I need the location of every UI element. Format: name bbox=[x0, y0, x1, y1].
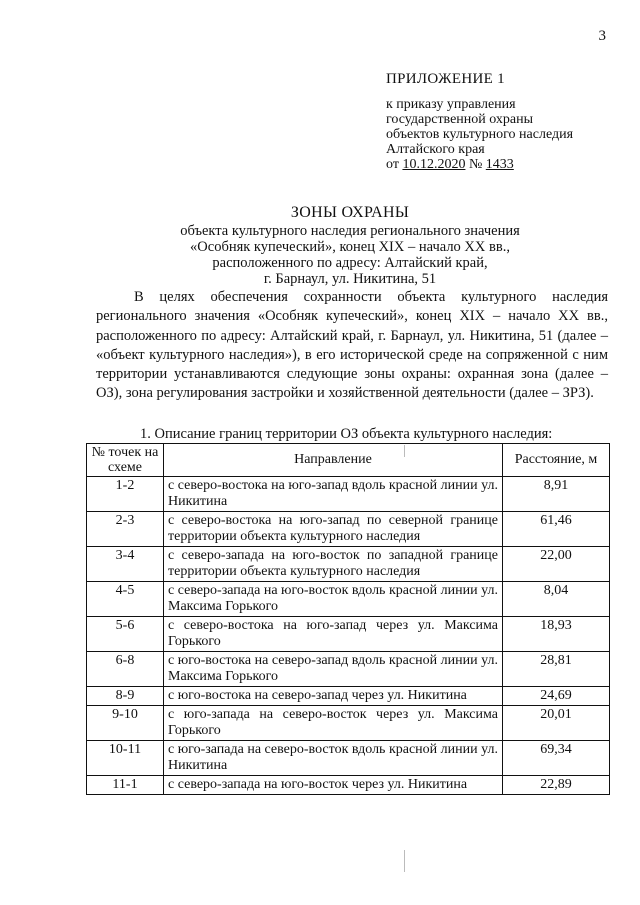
cell-distance: 22,00 bbox=[503, 547, 610, 582]
table-caption: 1. Описание границ территории ОЗ объекта культурного наследия: bbox=[140, 426, 553, 442]
cell-points: 10-11 bbox=[87, 741, 164, 776]
number-prefix: № bbox=[468, 157, 483, 172]
cell-distance: 69,34 bbox=[503, 741, 610, 776]
cell-points: 5-6 bbox=[87, 617, 164, 652]
intro-paragraph bbox=[96, 288, 608, 404]
header-points: № точек на схеме bbox=[87, 444, 164, 477]
table-row bbox=[87, 617, 610, 652]
cell-points: 9-10 bbox=[87, 706, 164, 741]
title-line: расположенного по адресу: Алтайский край, bbox=[212, 255, 488, 271]
cell-points: 6-8 bbox=[87, 652, 164, 687]
title-main: ЗОНЫ ОХРАНЫ bbox=[290, 204, 410, 221]
annex-date-line bbox=[386, 157, 626, 172]
cell-direction: с северо-запада на юго-восток через ул. Никитина bbox=[164, 776, 503, 795]
scan-mark bbox=[404, 850, 405, 872]
annex-heading: ПРИЛОЖЕНИЕ 1 bbox=[386, 71, 505, 87]
table-row bbox=[87, 706, 610, 741]
title-line: объекта культурного наследия регионального значения bbox=[180, 223, 520, 239]
document-title bbox=[80, 205, 620, 287]
cell-direction: с юго-запада на северо-восток через ул. Максима Горького bbox=[164, 706, 503, 741]
annex-line: Алтайского края bbox=[386, 142, 485, 157]
cell-points: 1-2 bbox=[87, 477, 164, 512]
table-row bbox=[87, 687, 610, 706]
cell-direction: с северо-востока на юго-запад вдоль красной линии ул. Никитина bbox=[164, 477, 503, 512]
cell-direction: с северо-востока на юго-запад по северной границе территории объекта культурного наследия bbox=[164, 512, 503, 547]
cell-direction: с юго-востока на северо-запад вдоль красной линии ул. Максима Горького bbox=[164, 652, 503, 687]
title-line: «Особняк купеческий», конец XIX – начало XX вв., bbox=[190, 239, 510, 255]
cell-distance: 8,04 bbox=[503, 582, 610, 617]
cell-distance: 18,93 bbox=[503, 617, 610, 652]
cell-points: 4-5 bbox=[87, 582, 164, 617]
table-row bbox=[87, 741, 610, 776]
header-direction: Направление bbox=[164, 444, 503, 477]
table-header-row bbox=[87, 444, 610, 477]
annex-block bbox=[386, 72, 626, 172]
table-row bbox=[87, 477, 610, 512]
table-row bbox=[87, 776, 610, 795]
cell-distance: 61,46 bbox=[503, 512, 610, 547]
cell-distance: 20,01 bbox=[503, 706, 610, 741]
cell-distance: 24,69 bbox=[503, 687, 610, 706]
page-number: 3 bbox=[598, 28, 606, 44]
order-date: 10.12.2020 bbox=[402, 157, 466, 172]
order-number: 1433 bbox=[485, 157, 514, 172]
cell-distance: 8,91 bbox=[503, 477, 610, 512]
cell-points: 11-1 bbox=[87, 776, 164, 795]
table-row bbox=[87, 652, 610, 687]
date-prefix: от bbox=[386, 157, 399, 172]
table-row bbox=[87, 512, 610, 547]
cell-direction: с юго-запада на северо-восток вдоль красной линии ул. Никитина bbox=[164, 741, 503, 776]
cell-direction: с северо-запада на юго-восток вдоль красной линии ул. Максима Горького bbox=[164, 582, 503, 617]
intro-text: В целях обеспечения сохранности объекта культурного наследия регионального значения «Особняк купеческий», конец XIX – начало XX вв., расположенного по адресу: Алтайский край, г. Барнаул, ул. Никитина, 51 (далее – «объект культурного наследия»), в его исторической среде на сопряженной с ним территории устанавливаются следующие зоны охраны: охранная зона (далее – ОЗ), зона регулирования застройки и хозяйственной деятельности (далее – ЗРЗ). bbox=[96, 289, 608, 402]
cell-direction: с северо-востока на юго-запад через ул. Максима Горького bbox=[164, 617, 503, 652]
scan-mark bbox=[404, 445, 405, 457]
cell-distance: 28,81 bbox=[503, 652, 610, 687]
annex-line: объектов культурного наследия bbox=[386, 127, 574, 142]
table-row bbox=[87, 582, 610, 617]
cell-distance: 22,89 bbox=[503, 776, 610, 795]
cell-points: 3-4 bbox=[87, 547, 164, 582]
annex-line: государственной охраны bbox=[386, 112, 534, 127]
cell-points: 2-3 bbox=[87, 512, 164, 547]
cell-points: 8-9 bbox=[87, 687, 164, 706]
header-distance: Расстояние, м bbox=[503, 444, 610, 477]
cell-direction: с юго-востока на северо-запад через ул. Никитина bbox=[164, 687, 503, 706]
table-row bbox=[87, 547, 610, 582]
annex-line: к приказу управления bbox=[386, 97, 516, 112]
boundary-table bbox=[86, 443, 610, 795]
cell-direction: с северо-запада на юго-восток по западной границе территории объекта культурного наследия bbox=[164, 547, 503, 582]
title-line: г. Барнаул, ул. Никитина, 51 bbox=[263, 271, 437, 287]
